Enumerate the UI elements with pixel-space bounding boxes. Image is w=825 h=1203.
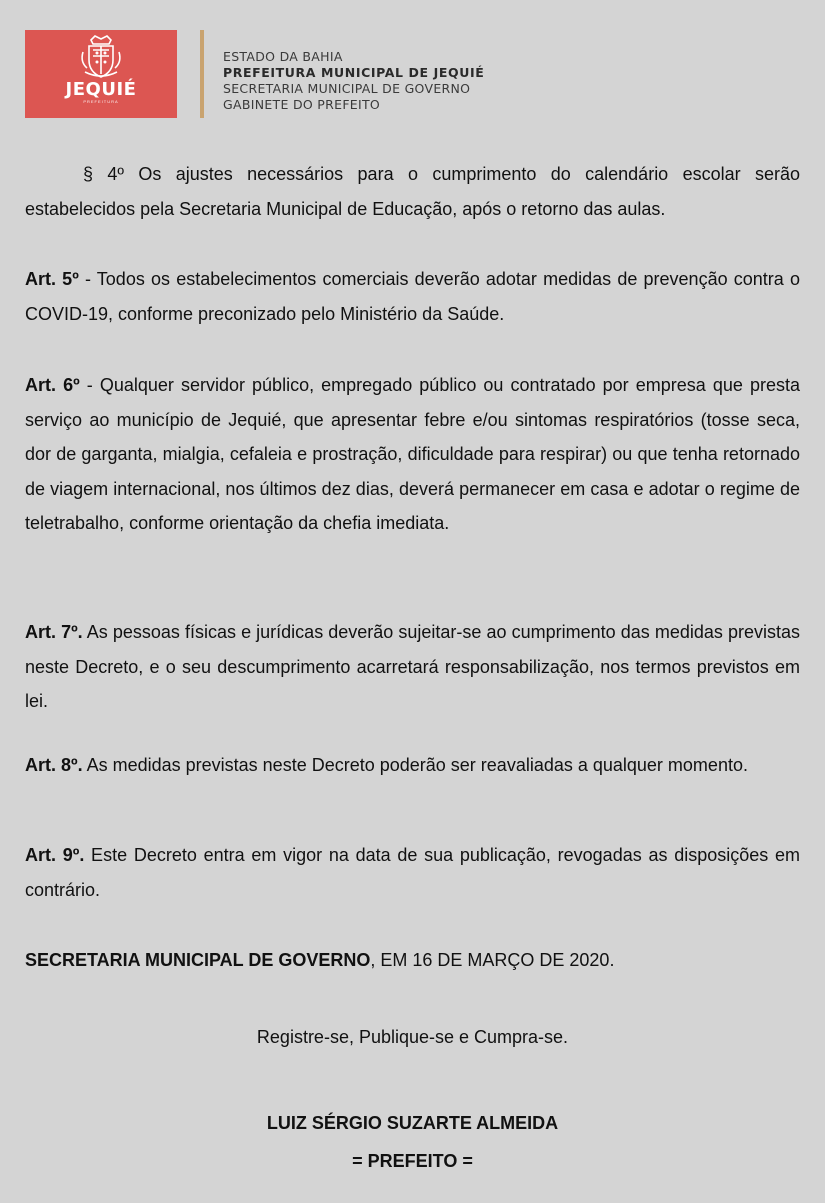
- article-7-label: Art. 7º.: [25, 622, 83, 642]
- header-gabinete: GABINETE DO PREFEITO: [223, 97, 381, 112]
- header-text-block: [223, 49, 484, 113]
- article-5-label: Art. 5º: [25, 269, 79, 289]
- header-prefeitura: PREFEITURA MUNICIPAL DE JEQUIÉ: [223, 65, 485, 80]
- article-6-label: Art. 6º: [25, 375, 80, 395]
- closing-secretaria: SECRETARIA MUNICIPAL DE GOVERNO: [25, 950, 371, 970]
- article-6: [25, 368, 800, 541]
- closing-line: [25, 943, 800, 978]
- letterhead: [25, 30, 805, 120]
- article-5-text: - Todos os estabelecimentos comerciais deverão adotar medidas de prevenção contra o COVID-19, conforme preconizado pelo Ministério da Saúde.: [25, 269, 800, 324]
- logo-text: JEQUIÉ: [65, 79, 137, 100]
- article-9-text: Este Decreto entra em vigor na data de sua publicação, revogadas as disposições em contrário.: [25, 845, 800, 900]
- signatory-title: = PREFEITO =: [352, 1151, 473, 1171]
- header-state: ESTADO DA BAHIA: [223, 49, 343, 64]
- article-7: [25, 615, 800, 719]
- coat-of-arms-icon: [79, 34, 123, 80]
- paragraph-4: § 4º Os ajustes necessários para o cumprimento do calendário escolar serão estabelecidos pela Secretaria Municipal de Educação, após o retorno das aulas.: [25, 164, 800, 219]
- article-7-text: As pessoas físicas e jurídicas deverão sujeitar-se ao cumprimento das medidas previstas neste Decreto, e o seu descumprimento acarretará responsabilização, nos termos previstos em lei.: [25, 622, 800, 711]
- logo-subtext: PREFEITURA: [83, 99, 119, 104]
- article-5: [25, 262, 800, 331]
- registre-line: Registre-se, Publique-se e Cumpra-se.: [256, 1027, 569, 1047]
- article-8-label: Art. 8º.: [25, 755, 83, 775]
- header-divider: [200, 30, 204, 118]
- header-secretaria: SECRETARIA MUNICIPAL DE GOVERNO: [223, 81, 471, 96]
- closing-date: , EM 16 DE MARÇO DE 2020.: [370, 950, 615, 970]
- article-8-text: As medidas previstas neste Decreto poderão ser reavaliadas a qualquer momento.: [82, 755, 748, 775]
- municipality-logo: [25, 30, 177, 118]
- article-8: [25, 748, 800, 783]
- article-6-text: - Qualquer servidor público, empregado público ou contratado por empresa que presta serviço ao município de Jequié, que apresentar febre e/ou sintomas respiratórios (tosse seca, dor de garganta, mialgia, cefaleia e prostração, dificuldade para respirar) ou que tenha retornado de viagem internacional, nos últimos dez dias, deverá permanecer em casa e adotar o regime de teletrabalho, conforme orientação da chefia imediata.: [25, 375, 800, 533]
- article-9-label: Art. 9º.: [25, 845, 85, 865]
- article-9: [25, 838, 800, 907]
- signatory-name: LUIZ SÉRGIO SUZARTE ALMEIDA: [266, 1113, 559, 1133]
